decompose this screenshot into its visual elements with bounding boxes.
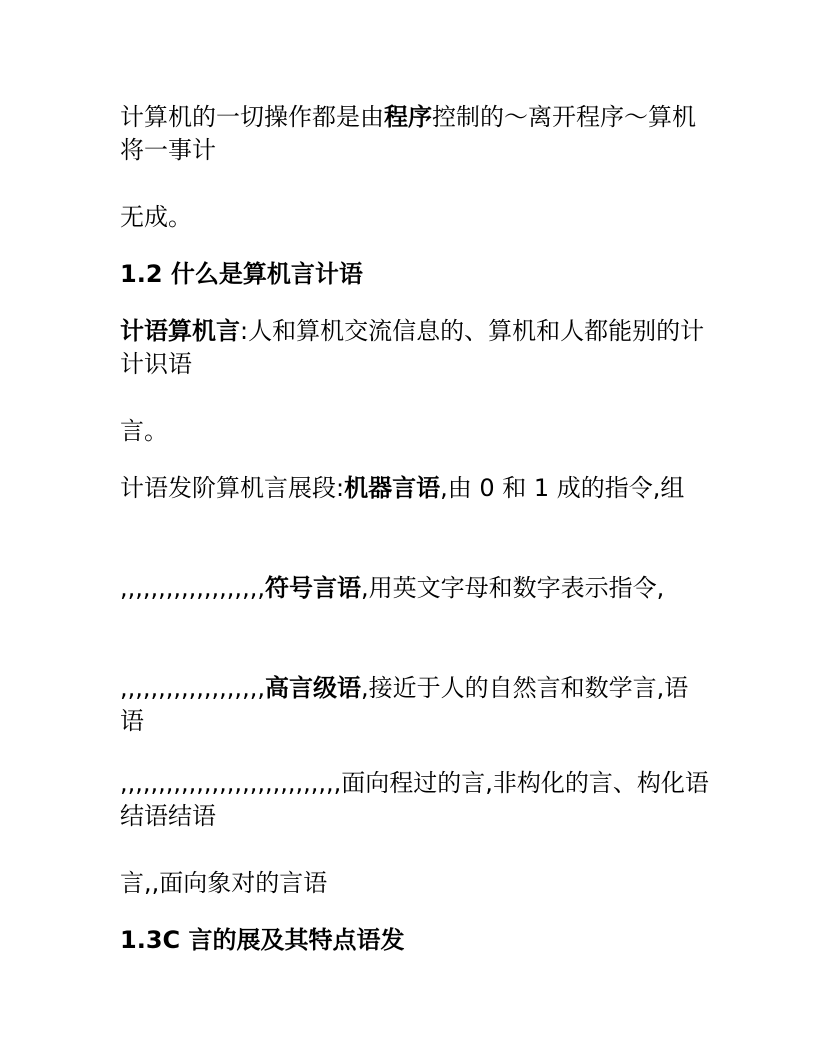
text-run: ,用英文字母和数字表示指令,: [360, 574, 665, 602]
section-heading-1-3: 1.3C 言的展及其特点语发: [120, 926, 405, 954]
text-run: ,,,,,,,,,,,,,,,,,,,,,,,,,,,,,面向程过的言,非构化的言、构化语结语结语: [120, 769, 709, 830]
paragraph-procedural-language: [120, 767, 710, 833]
text-run: :人和算机交流信息的、算机和人都能别的计计识语: [120, 317, 705, 378]
paragraph-program-control: [120, 101, 710, 167]
text-run: ,,,,,,,,,,,,,,,,,,,: [120, 574, 265, 602]
text-run: ,接近于人的自然言和数学言,语语: [120, 674, 689, 735]
bold-term: 计语算机言: [120, 317, 240, 345]
paragraph-continuation: [120, 201, 710, 234]
text-run: 计算机的一切操作都是由: [120, 103, 384, 131]
bold-term: 程序: [384, 103, 432, 131]
bold-term: 符号言语: [264, 574, 361, 602]
text-run: 控制的～离开程序～算机将一事计: [120, 103, 696, 164]
section-heading-1-2: 1.2 什么是算机言计语: [120, 260, 363, 288]
text-run: ,,,,,,,,,,,,,,,,,,,: [120, 674, 265, 702]
paragraph-definition: [120, 315, 710, 381]
paragraph-symbolic-language: [120, 572, 710, 605]
paragraph-object-oriented: [120, 867, 710, 900]
text-run: 言,,面向象对的言语: [120, 869, 328, 897]
bold-term: 高言级语: [264, 674, 361, 702]
text-run: 无成。: [120, 203, 192, 231]
text-run: ,由 0 和 1 成的指令,组: [440, 474, 685, 502]
text-run: 言。: [120, 417, 168, 445]
paragraph-continuation: [120, 415, 710, 448]
text-run: 计语发阶算机言展段:: [120, 474, 345, 502]
paragraph-development-stages: [120, 472, 710, 505]
bold-term: 机器言语: [344, 474, 441, 502]
paragraph-high-level-language: [120, 672, 710, 738]
